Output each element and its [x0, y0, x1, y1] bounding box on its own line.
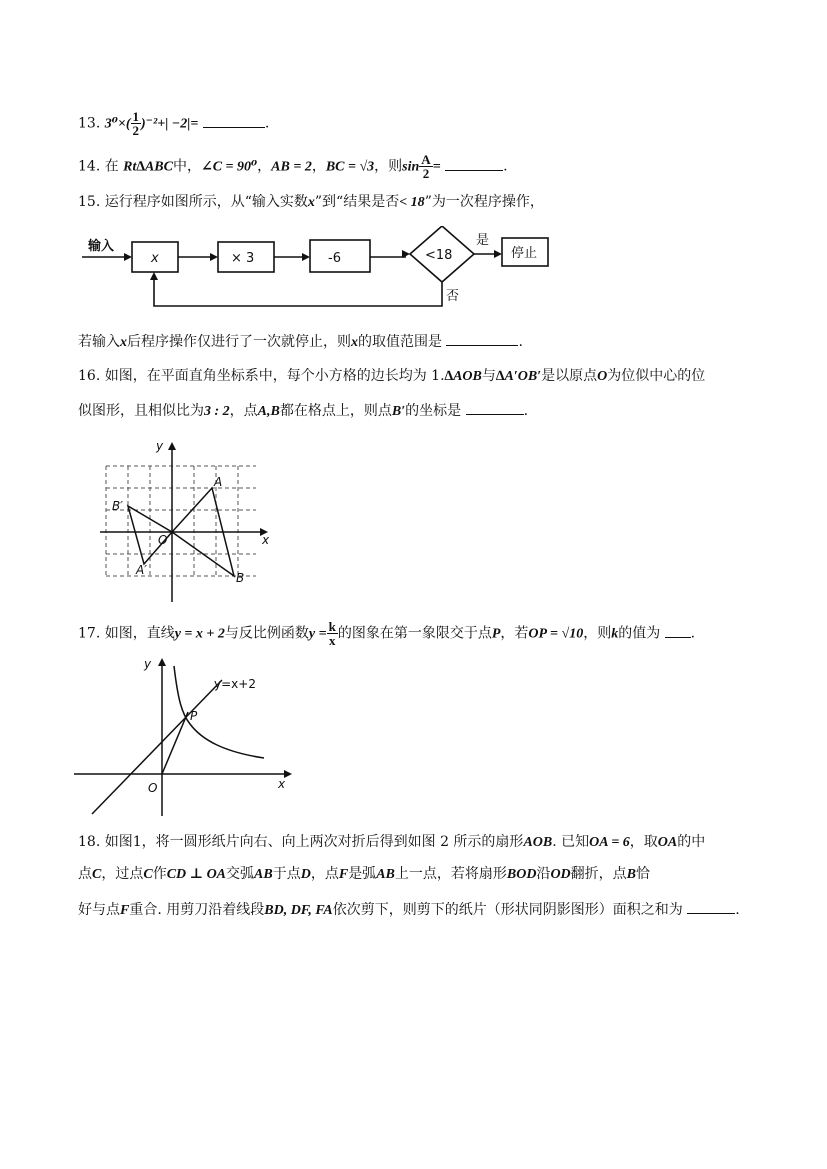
q17-text-6: 的值为: [618, 625, 661, 642]
q16-text-4: 为位似中心的位: [607, 368, 706, 384]
q16-text-1: 16. 如图，在平面直角坐标系中，每个小方格的边长均为 1.: [78, 368, 445, 384]
q15-text-4: 若输入: [78, 334, 120, 350]
q18-answer-blank[interactable]: [687, 901, 735, 914]
q14-fraction: [419, 153, 432, 180]
q16-text-6: ，点: [229, 403, 258, 419]
q17-k: k: [611, 626, 619, 642]
q15-text-5: 后程序操作仅进行了一次就停止，则: [127, 334, 351, 350]
flow-box-x: x: [151, 251, 159, 266]
q17-end: .: [690, 625, 696, 642]
q17-fig-line-label: y=x+2: [214, 677, 256, 691]
q16-figure: [96, 436, 286, 608]
q13-number: 13.: [78, 115, 101, 132]
q16-fig-a: A: [214, 475, 223, 489]
question-15-line-1: [78, 192, 544, 213]
q18-text-12: 上一点，若将扇形: [394, 866, 507, 882]
q13-end: .: [264, 115, 270, 132]
q16-text-7: 都在格点上，则点: [279, 403, 392, 419]
q17-fraction-denominator: x: [328, 633, 336, 648]
q14-end: .: [503, 158, 508, 175]
q15-flowchart: [78, 226, 558, 316]
q18-text-5: 点: [78, 866, 92, 882]
q18-oa: OA = 6: [589, 835, 630, 850]
q18-text-6: ，过点: [101, 866, 144, 882]
question-14: [78, 153, 508, 180]
q15-answer-blank[interactable]: [446, 333, 518, 346]
q18-c-2: C: [143, 867, 153, 882]
q16-ratio: 3 : 2: [204, 404, 230, 419]
flow-box-subtract: -6: [328, 251, 341, 266]
question-16-line-2: [78, 401, 528, 422]
q18-segments: BD, DF, FA: [264, 903, 333, 918]
q15-text-6: 的取值范围是: [358, 334, 442, 350]
q17-text-3: 的图象在第一象限交于点: [337, 625, 492, 642]
q18-ab-2: AB: [376, 867, 395, 882]
q18-text-3: ，取: [629, 834, 658, 850]
q14-sep-2: ，: [311, 158, 326, 175]
q18-text-7: 作: [152, 866, 167, 882]
q13-expression: 3⁰×(: [104, 116, 131, 132]
flow-box-multiply: × 3: [231, 251, 255, 266]
q17-text-5: ，则: [583, 625, 612, 642]
q18-text-2: . 已知: [552, 834, 590, 850]
q17-fig-y: y: [144, 657, 152, 671]
q15-text-2: ”到“结果是否: [314, 194, 400, 210]
q18-text-13: 沿: [536, 866, 551, 882]
q16-fig-o: O: [158, 533, 168, 547]
q15-lt18: < 18: [399, 195, 425, 210]
q18-bod: BOD: [506, 867, 537, 882]
q17-text-2: 与反比例函数: [224, 625, 309, 642]
q15-text-1: 15. 运行程序如图所示，从“输入实数: [78, 194, 308, 210]
q18-c: C: [92, 867, 102, 882]
question-16-line-1: [78, 366, 705, 387]
flow-stop: 停止: [511, 246, 538, 261]
q14-answer-blank[interactable]: [445, 158, 503, 171]
q18-d: D: [300, 867, 311, 882]
q18-f-2: F: [120, 903, 130, 918]
q18-ab: AB: [254, 867, 273, 882]
q14-angle: ∠C = 90⁰: [200, 159, 258, 175]
question-17-line-1: [78, 620, 695, 647]
q15-x-2: x: [120, 335, 127, 350]
q18-text-17: 重合. 用剪刀沿着线段: [129, 902, 265, 918]
question-18-line-2: [78, 864, 650, 885]
q14-text-2: ，则: [374, 158, 403, 175]
q18-cd: CD ⊥ OA: [166, 867, 227, 882]
q16-fig-bprime: B′: [112, 499, 123, 513]
q18-oa-2: OA: [657, 835, 678, 850]
q18-text-10: ，点: [310, 866, 339, 882]
q16-text-5: 似图形，且相似比为: [78, 403, 204, 419]
question-13: [78, 110, 269, 137]
q16-text-3: 是以原点: [541, 368, 598, 384]
q13-answer-blank[interactable]: [203, 115, 265, 128]
flow-input-label: 输入: [88, 239, 115, 254]
q14-equals: =: [432, 159, 441, 175]
q18-b: B: [626, 867, 637, 882]
q18-end: .: [735, 902, 740, 918]
flow-diamond: <18: [425, 248, 453, 263]
q18-text-11: 是弧: [348, 866, 377, 882]
q17-figure: [74, 654, 296, 820]
q13-fraction: [131, 110, 142, 137]
q17-fraction-numerator: k: [328, 619, 336, 634]
q17-eq1: y = x + 2: [174, 626, 225, 642]
question-18-line-3: [78, 900, 740, 921]
q17-text-4: ，若: [500, 625, 529, 642]
q14-ab: AB = 2: [271, 159, 312, 175]
question-18-line-1: [78, 832, 705, 853]
flow-no: 否: [446, 289, 460, 304]
q17-text-1: 17. 如图，直线: [78, 625, 175, 642]
q17-fraction: [327, 620, 338, 647]
q16-triangle-2: ∆A′OB′: [495, 369, 542, 384]
q15-text-3: ”为一次程序操作，: [424, 194, 544, 210]
q17-answer-blank[interactable]: [665, 625, 691, 638]
q13-fraction-denominator: 2: [132, 123, 139, 138]
q16-fig-aprime: A′: [136, 563, 147, 577]
q14-fraction-denominator: 2: [422, 166, 430, 181]
q14-sin: sin: [402, 159, 420, 175]
q17-fig-x: x: [278, 777, 286, 791]
q14-number: 14. 在: [78, 158, 119, 175]
q17-fig-o: O: [148, 781, 158, 795]
q18-text-14: 翻折，点: [570, 866, 627, 882]
q14-bc: BC = √3: [325, 159, 375, 175]
q15-end: .: [518, 334, 523, 350]
q18-text-9: 于点: [272, 866, 301, 882]
q17-fig-p: P: [190, 709, 198, 723]
q18-text-1: 18. 如图1，将一圆形纸片向右、向上两次对折后得到如图 2 所示的扇形: [78, 834, 524, 850]
q16-text-2: 与: [481, 368, 496, 384]
q13-expression-tail: )⁻²+| −2|=: [141, 116, 199, 132]
q18-aob: AOB: [523, 835, 553, 850]
q16-fig-x: x: [262, 533, 270, 547]
q14-sep-1: ，: [257, 158, 272, 175]
q16-o: O: [597, 369, 608, 384]
q14-text-1: 中，: [172, 158, 201, 175]
flow-yes: 是: [476, 233, 490, 248]
q18-text-16: 好与点: [78, 902, 120, 918]
q16-triangle-1: ∆AOB: [444, 369, 482, 384]
q16-fig-y: y: [156, 439, 164, 453]
q16-fig-b: B: [236, 571, 245, 585]
q18-od: OD: [550, 867, 571, 882]
q16-points: A,B: [257, 404, 280, 419]
question-15-line-2: [78, 332, 523, 353]
q15-x-3: x: [351, 335, 358, 350]
q17-eq2: y =: [308, 626, 327, 642]
q18-text-15: 恰: [636, 866, 651, 882]
q16-bprime: B′: [391, 404, 406, 419]
q15-x: x: [307, 195, 315, 210]
q16-end: .: [523, 403, 529, 419]
q18-text-18: 依次剪下，则剪下的纸片（形状同阴影图形）面积之和为: [332, 902, 683, 918]
q17-p: P: [491, 626, 501, 642]
q18-f: F: [338, 867, 349, 882]
q16-text-8: 的坐标是: [405, 403, 462, 419]
q13-fraction-numerator: 1: [132, 109, 139, 124]
q17-op: OP = √10: [528, 626, 584, 642]
q14-fraction-numerator: A: [421, 152, 431, 167]
q16-answer-blank[interactable]: [466, 402, 524, 415]
q18-text-8: 交弧: [226, 866, 255, 882]
q18-text-4: 的中: [677, 834, 706, 850]
q14-triangle: Rt∆ABC: [123, 159, 173, 175]
